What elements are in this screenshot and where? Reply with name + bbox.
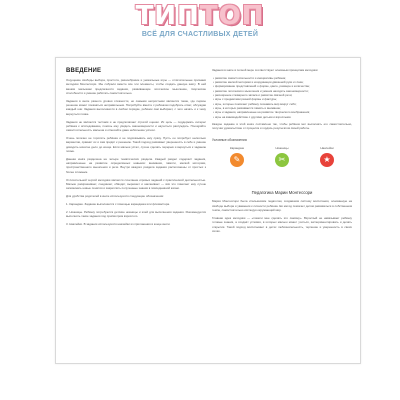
paragraph: Ощущение свободы выбора, простота, разнообразие и уникальные игры — отличительные признаки методики Монтессори. Мы собрали вместе все эти элементы, чтобы создать данную книгу. В ней вашим малышам предлагаются задания, развивающие логическое мышление, творческие способности и умение работать самостоятельно. <box>66 78 206 95</box>
numbered-item: 3. Наклейки. В задании используются наклейки из приложения в конце книги. <box>66 222 171 227</box>
legend-label: Наклейки <box>320 146 334 151</box>
legend-title: Условные обозначения: <box>212 138 248 143</box>
paragraph: Очень полезно не торопить ребёнка и не подсказывать ему сразу. Пусть он попробует несколько вариантов, сравнит их и сам придёт к решению. Такой подход развивает уверенность в себе и умение доводить начатое дело до конца. Если малыш устал, лучше сделать перерыв и вернуться к заданию позже. <box>66 136 206 153</box>
bullet-item: • игры с предметами разной формы и фактуры; <box>213 97 277 102</box>
paragraph: Каждое задание в этой книге составлено так, чтобы ребёнок мог выполнять его самостоятельно, получая удовольствие от процесса и гордясь результатом своей работы. <box>212 121 352 131</box>
paragraph: Задания в книге разного уровня сложности, но самыми непростыми являются такие, где первое решение может показаться неправильным. Попробуйте вместе с ребёнком подобрать ответ, обсуждая каждый шаг. Задания выполняются в любом порядке, ребёнок сам выбирает, с чего начать и к чему вернуться позже. <box>66 98 206 116</box>
paragraph: Задания не являются тестами и не предполагают строгой оценки. Их цель — поддержать интерес ребёнка к исследованию, помочь ему увидеть закономерности и научиться рассуждать. Поощряйте самостоятельность малыша и отмечайте даже небольшие успехи. <box>66 119 206 133</box>
paragraph: Задания в книге в полной мере соответствуют основным принципам методики: <box>212 68 319 72</box>
bullet-item: • игры на взаимодействие с другими детьми и взрослыми. <box>213 114 292 119</box>
left-column <box>66 68 206 230</box>
numbered-item: 1. Карандаш. Задание выполняется с помощью карандаша или фломастера. <box>66 201 170 206</box>
bullet-item: • развитие самостоятельности и инициативы ребёнка; <box>213 75 286 80</box>
bullet-item: • игры, в которых развивается память и внимание; <box>213 105 281 110</box>
bullet-item: • развитие логического мышления и умения находить закономерности; <box>213 88 309 93</box>
right-column <box>212 68 352 237</box>
brand-tagline: ВСЁ ДЛЯ СЧАСТЛИВЫХ ДЕТЕЙ <box>141 31 259 38</box>
bullet-item: • игры, которые помогают ребёнку познавать мир вокруг себя; <box>213 101 297 106</box>
legend-label: Ножницы <box>275 146 289 151</box>
legend-item-stickers <box>312 146 342 167</box>
pencil-icon: ✎ <box>230 153 244 167</box>
paragraph: Мария Монтессори была итальянским педагогом, создавшим систему воспитания, основанную на свободе выбора и уважении к личности ребёнка. Её метод помогает детям развиваться в собственном темпе, самостоятельно исследуя окружающий мир. <box>212 199 352 213</box>
legend <box>212 146 352 188</box>
paragraph: Главная идея методики — «помоги мне сделать это самому». Взрослый не навязывает ребёнку готовые знания, а создаёт условия, в которых малыш может учиться, экспериментировать и делать открытия. Такой подход воспитывает в детях любознательность, терпение и уверенность в своих силах. <box>212 215 352 233</box>
paragraph: Для удобства родителей в книге используются следующие обозначения: <box>66 194 164 199</box>
bullet-item: • развитие мелкой моторики и координации движений руки и глаза; <box>213 80 304 85</box>
bullet-item: • игры и задания, направленные на развитие творческого воображения; <box>213 110 310 115</box>
sticker-icon: ★ <box>320 153 334 167</box>
document-title: ВВЕДЕНИЕ <box>66 68 102 74</box>
legend-item-pencil <box>222 146 252 167</box>
bullet-item: • расширение словарного запаса и развитие связной речи; <box>213 93 293 98</box>
brand-logo[interactable] <box>120 2 280 44</box>
paragraph: Отличительной чертой методики является сочетание игровых заданий с практической деятельностью. Малыш раскрашивает, соединяет, обводит, вырезает и наклеивает — всё это помогает ему лучше запоминать новые понятия и закреплять полученные знания в повседневной жизни. <box>66 177 206 191</box>
scissors-icon: ✂ <box>275 153 289 167</box>
numbered-item: 2. Ножницы. Ребёнку потребуются детские ножницы и клей для выполнения задания. Рекомендуется выполнять такие задания под присмотром взрослого. <box>66 209 206 219</box>
section-caption: Педагогика Марии Монтессори <box>251 190 313 196</box>
document-page <box>55 57 361 364</box>
brand-name: ТИПТОП <box>135 1 265 31</box>
paragraph: Данная книга разделена на четыре тематических раздела. Каждый раздел содержит задания, направленные на развитие определённых навыков: внимания, памяти, мелкой моторики, пространственного мышления и речи. Внутри каждого раздела задания расположены от простых к более сложным. <box>66 156 206 174</box>
legend-item-scissors <box>267 146 297 167</box>
bullet-item: • формирование представлений о форме, цвете, размере и количестве; <box>213 84 310 89</box>
legend-label: Карандаш <box>229 146 245 151</box>
